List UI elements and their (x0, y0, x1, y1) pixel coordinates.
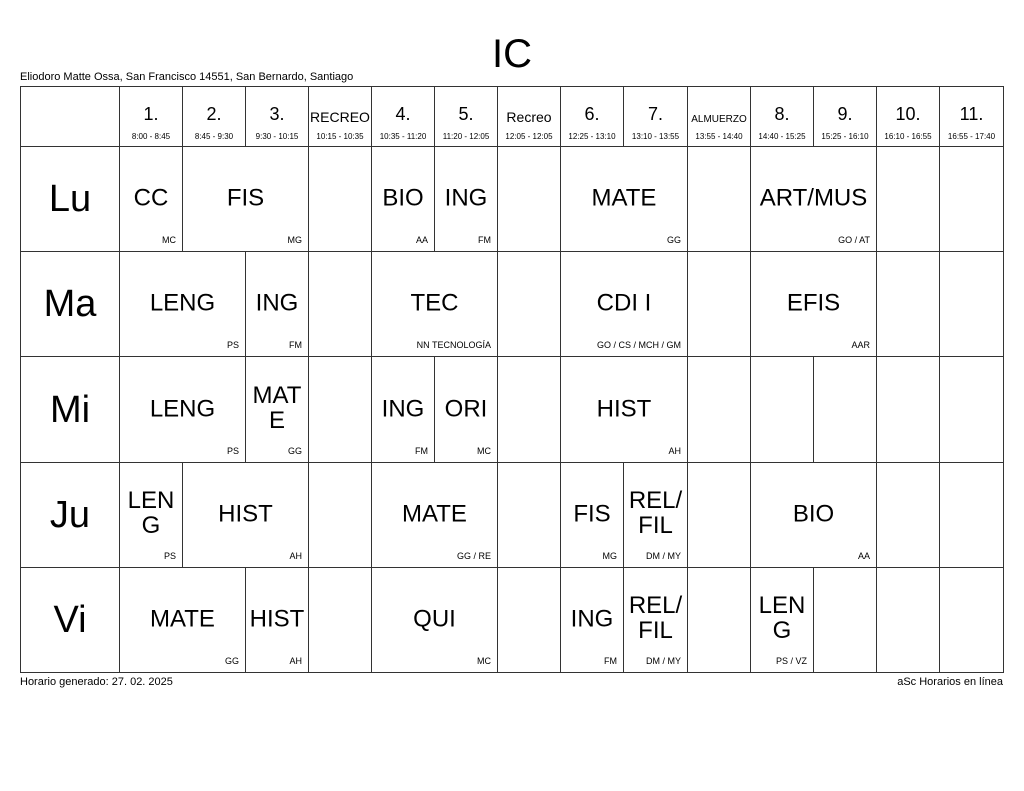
empty-slot (876, 146, 940, 252)
empty-slot (497, 356, 561, 463)
empty-slot (308, 146, 372, 252)
timetable-grid (20, 86, 1003, 672)
empty-slot (687, 146, 751, 252)
period-header (497, 86, 561, 147)
period-header (813, 86, 877, 147)
lesson-subject: HIST (249, 605, 305, 633)
lesson-teacher: GO / CS / MCH / GM (596, 340, 681, 350)
lesson-subject: ING (444, 184, 488, 212)
empty-slot (876, 356, 940, 463)
period-label: RECREO (310, 109, 370, 125)
lesson-card (371, 567, 498, 673)
lesson-card (434, 356, 498, 463)
lesson-subject: LENG (758, 592, 806, 644)
lesson-teacher: AA (857, 551, 870, 561)
period-header (119, 86, 183, 147)
lesson-card (623, 567, 688, 673)
empty-slot (939, 251, 1004, 357)
lesson-card (434, 146, 498, 252)
lesson-subject: ING (381, 395, 425, 422)
school-address: Eliodoro Matte Ossa, San Francisco 14551, San Bernardo, Santiago (20, 71, 354, 83)
lesson-subject: LENG (127, 487, 175, 539)
lesson-card (750, 462, 877, 568)
lesson-card (623, 462, 688, 568)
period-time: 9:30 - 10:15 (255, 132, 299, 141)
empty-slot (308, 251, 372, 357)
lesson-teacher: FM (478, 235, 491, 245)
lesson-subject: FIS (573, 500, 611, 528)
empty-slot (308, 567, 372, 673)
lesson-subject: HIST (218, 500, 273, 528)
empty-slot (813, 356, 877, 463)
period-header (245, 86, 309, 147)
lesson-subject: MATE (402, 500, 467, 528)
lesson-subject: MATE (150, 605, 215, 633)
lesson-teacher: MC (477, 656, 491, 666)
lesson-card (245, 251, 309, 357)
lesson-subject: ING (570, 605, 614, 633)
lesson-teacher: GG (666, 235, 681, 245)
lesson-card (750, 567, 814, 673)
period-header (687, 86, 751, 147)
lesson-teacher: AH (289, 551, 302, 561)
empty-slot (939, 146, 1004, 252)
period-label: 3. (269, 104, 285, 124)
empty-slot (687, 462, 751, 568)
lesson-subject: ING (255, 289, 299, 317)
period-label: 10. (895, 104, 921, 124)
lesson-teacher: GG / RE (456, 551, 491, 561)
lesson-card (560, 462, 624, 568)
empty-slot (876, 462, 940, 568)
period-label: 4. (395, 104, 411, 124)
period-header (750, 86, 814, 147)
empty-slot (497, 146, 561, 252)
lesson-teacher: PS (163, 551, 176, 561)
lesson-subject: REL/FIL (628, 487, 683, 539)
lesson-card (560, 146, 688, 252)
day-header (20, 462, 120, 568)
lesson-card (119, 462, 183, 568)
lesson-card (182, 462, 309, 568)
lesson-card (119, 356, 246, 463)
lesson-subject: ORI (444, 395, 488, 422)
period-header (876, 86, 940, 147)
timetable-title: IC (492, 32, 532, 76)
lesson-card (371, 356, 435, 463)
period-label: 2. (206, 104, 222, 124)
lesson-card (560, 356, 688, 463)
corner-cell (20, 86, 120, 147)
lesson-subject: CDI I (596, 289, 652, 317)
lesson-teacher: GG (224, 656, 239, 666)
lesson-teacher: FM (604, 656, 617, 666)
empty-slot (876, 567, 940, 673)
lesson-teacher: GG (287, 446, 302, 456)
period-label: Recreo (506, 109, 552, 125)
period-header (371, 86, 435, 147)
empty-slot (813, 567, 877, 673)
empty-slot (687, 251, 751, 357)
period-time: 10:15 - 10:35 (316, 132, 364, 141)
period-label: 5. (458, 104, 474, 124)
period-time: 12:05 - 12:05 (505, 132, 553, 141)
lesson-subject: MATE (591, 184, 657, 212)
lesson-subject: FIS (226, 184, 265, 212)
period-header (434, 86, 498, 147)
generated-date: Horario generado: 27. 02. 2025 (20, 676, 173, 688)
lesson-card (119, 567, 246, 673)
period-time: 10:35 - 11:20 (379, 132, 427, 141)
period-time: 15:25 - 16:10 (821, 132, 869, 141)
lesson-teacher: GO / AT (838, 235, 870, 245)
empty-slot (687, 356, 751, 463)
period-label: 9. (837, 104, 853, 124)
lesson-teacher: MG (287, 235, 302, 245)
lesson-teacher: FM (289, 340, 302, 350)
period-time: 16:55 - 17:40 (947, 132, 996, 141)
day-header (20, 146, 120, 252)
period-label: 7. (647, 104, 663, 124)
lesson-card (560, 251, 688, 357)
lesson-card (560, 567, 624, 673)
empty-slot (497, 462, 561, 568)
lesson-teacher: MC (162, 235, 176, 245)
period-header (182, 86, 246, 147)
lesson-teacher: DM / MY (646, 656, 681, 666)
lesson-card (750, 251, 877, 357)
lesson-card (182, 146, 309, 252)
day-header (20, 251, 120, 357)
lesson-teacher: DM / MY (646, 551, 681, 561)
period-label: ALMUERZO (691, 114, 747, 125)
day-label: Mi (49, 388, 91, 431)
lesson-teacher: NN TECNOLOGÍA (416, 340, 491, 350)
lesson-teacher: AH (289, 656, 302, 666)
period-header (308, 86, 372, 147)
lesson-subject: BIO (792, 500, 835, 528)
lesson-teacher: AAR (851, 340, 870, 350)
period-time: 8:00 - 8:45 (131, 132, 171, 141)
period-label: 8. (774, 104, 790, 124)
brand-credit: aSc Horarios en línea (897, 676, 1003, 688)
period-time: 8:45 - 9:30 (194, 132, 234, 141)
lesson-subject: ART/MUS (759, 184, 868, 212)
lesson-subject: REL/FIL (628, 592, 683, 644)
lesson-subject: LENG (149, 289, 216, 317)
empty-slot (308, 356, 372, 463)
empty-slot (876, 251, 940, 357)
empty-slot (939, 462, 1004, 568)
lesson-card (119, 251, 246, 357)
period-label: 6. (584, 104, 600, 124)
lesson-teacher: PS / VZ (775, 656, 807, 666)
lesson-teacher: AH (668, 446, 681, 456)
day-label: Ju (49, 494, 91, 536)
period-time: 14:40 - 15:25 (758, 132, 806, 141)
lesson-card (371, 251, 498, 357)
period-time: 16:10 - 16:55 (884, 132, 932, 141)
lesson-card (119, 146, 183, 252)
empty-slot (687, 567, 751, 673)
day-header (20, 567, 120, 673)
period-time: 13:10 - 13:55 (631, 132, 680, 141)
day-label: Lu (48, 178, 92, 220)
lesson-teacher: PS (226, 446, 239, 456)
lesson-subject: QUI (413, 605, 456, 633)
day-header (20, 356, 120, 463)
day-label: Vi (53, 599, 87, 641)
lesson-teacher: FM (415, 446, 428, 456)
lesson-card (371, 462, 498, 568)
period-time: 11:20 - 12:05 (442, 132, 490, 141)
lesson-card (371, 146, 435, 252)
lesson-card (245, 567, 309, 673)
period-time: 13:55 - 14:40 (695, 132, 743, 141)
empty-slot (750, 356, 814, 463)
empty-slot (497, 567, 561, 673)
period-label: 1. (143, 104, 159, 124)
lesson-teacher: MC (477, 446, 491, 456)
empty-slot (939, 567, 1004, 673)
lesson-card (750, 146, 877, 252)
period-header (560, 86, 624, 147)
lesson-teacher: PS (226, 340, 239, 350)
lesson-card (245, 356, 309, 463)
empty-slot (939, 356, 1004, 463)
period-label: 11. (959, 104, 984, 124)
lesson-subject: BIO (382, 184, 424, 212)
period-header (623, 86, 688, 147)
empty-slot (308, 462, 372, 568)
lesson-subject: MATE (252, 381, 302, 434)
lesson-subject: TEC (410, 289, 459, 317)
empty-slot (497, 251, 561, 357)
day-label: Ma (43, 283, 97, 325)
period-header (939, 86, 1004, 147)
period-time: 12:25 - 13:10 (568, 132, 616, 141)
lesson-subject: CC (133, 184, 169, 212)
lesson-subject: HIST (596, 395, 652, 422)
lesson-teacher: MG (602, 551, 617, 561)
lesson-subject: EFIS (786, 289, 841, 317)
lesson-teacher: AA (415, 235, 428, 245)
lesson-subject: LENG (149, 395, 216, 422)
